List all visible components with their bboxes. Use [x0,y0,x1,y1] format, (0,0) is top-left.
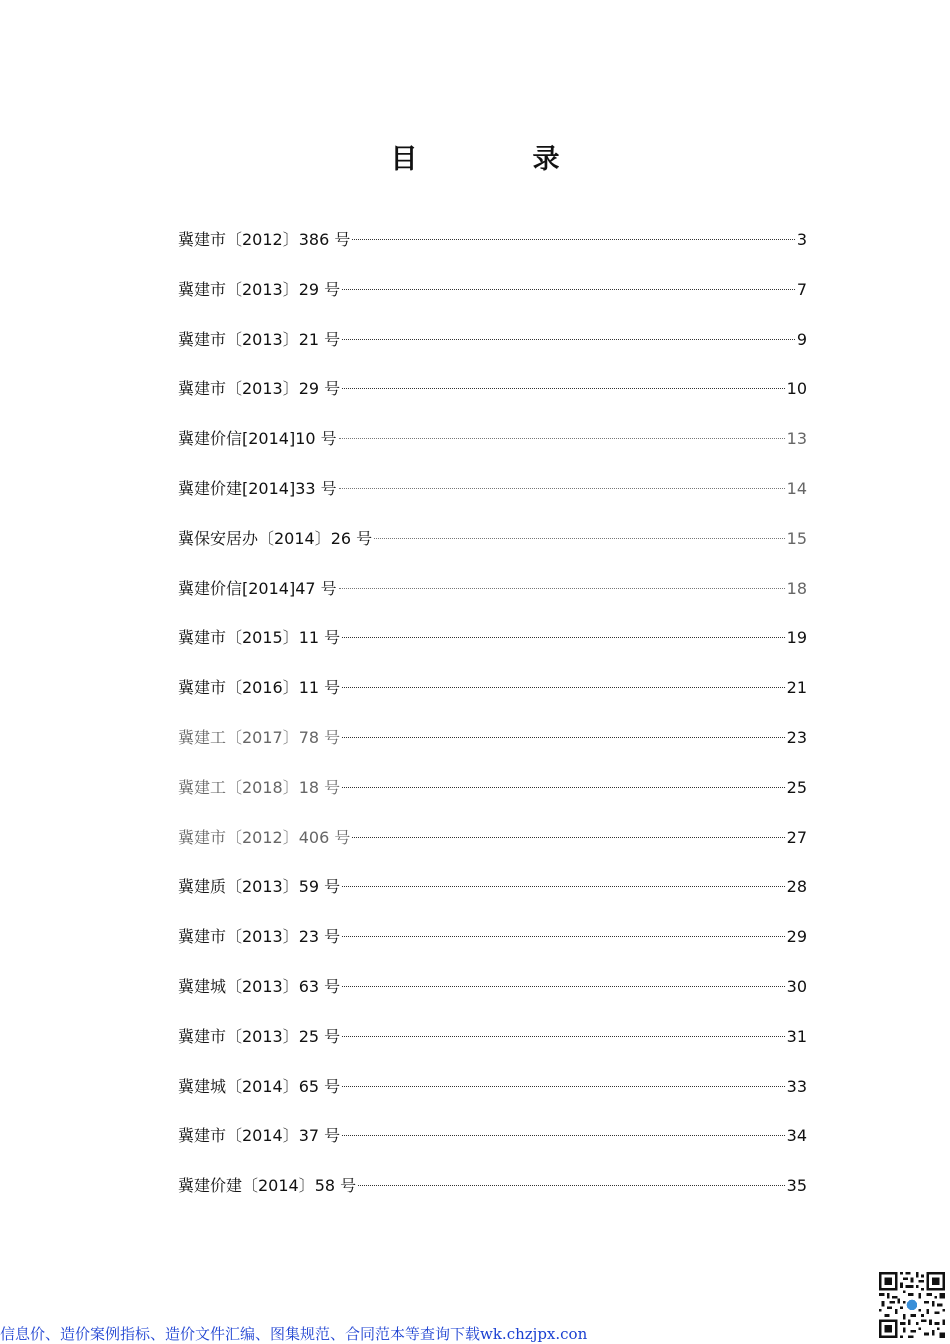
toc-entry[interactable] [178,375,807,425]
toc-entry[interactable] [178,1073,807,1123]
toc-entry-label: 冀建质〔2013〕59 号 [178,877,341,897]
toc-entry-label: 冀建市〔2013〕25 号 [178,1026,341,1046]
toc-entry-page: 15 [786,528,807,548]
toc-entry[interactable] [178,824,807,874]
toc-dot-leader [342,1135,784,1136]
toc-entry-page: 27 [786,827,807,847]
toc-entry[interactable] [178,1172,807,1222]
toc-entry-page: 13 [786,429,807,449]
toc-dot-leader [342,787,784,788]
toc-entry-label: 冀建市〔2012〕406 号 [178,827,351,847]
toc-entry-label: 冀建城〔2014〕65 号 [178,1076,341,1096]
toc-entry[interactable] [178,475,807,525]
qr-code-icon [879,1272,945,1338]
toc-entry-label: 冀建价信[2014]47 号 [178,578,337,598]
toc-dot-leader [339,588,785,589]
toc-entry[interactable] [178,724,807,774]
toc-entry[interactable] [178,674,807,724]
toc-entry-label: 冀建工〔2017〕78 号 [178,727,341,747]
toc-entry-page: 10 [786,379,807,399]
toc-dot-leader [339,438,785,439]
toc-entry-page: 18 [786,578,807,598]
toc-dot-leader [342,737,784,738]
toc-entry-page: 3 [796,230,807,249]
toc-entry[interactable] [178,873,807,923]
toc-entry[interactable] [178,276,807,326]
toc-entry[interactable] [178,774,807,824]
toc-entry-label: 冀建市〔2014〕37 号 [178,1126,341,1146]
toc-dot-leader [342,1036,784,1037]
toc-entry-page: 34 [786,1126,807,1146]
toc-dot-leader [358,1185,784,1186]
toc-dot-leader [342,388,784,389]
toc-entry-page: 35 [786,1176,807,1196]
toc-entry[interactable] [178,525,807,575]
toc-entry[interactable] [178,923,807,973]
toc-dot-leader [342,1086,784,1087]
toc-dot-leader [342,637,784,638]
toc-entry[interactable] [178,973,807,1023]
toc-entry-label: 冀建市〔2016〕11 号 [178,678,341,698]
toc-entry[interactable] [178,425,807,475]
toc-entry-label: 冀建市〔2013〕29 号 [178,279,341,299]
toc-entry-label: 冀建价建〔2014〕58 号 [178,1176,357,1196]
toc-dot-leader [342,936,784,937]
toc-dot-leader [342,886,784,887]
toc-entry-label: 冀建市〔2013〕23 号 [178,927,341,947]
toc-entry-page: 7 [796,279,807,299]
toc-entry-page: 21 [786,678,807,698]
toc-entry[interactable] [178,624,807,674]
toc-entry-label: 冀建工〔2018〕18 号 [178,777,341,797]
toc-entry[interactable] [178,1023,807,1073]
toc-entry[interactable] [178,226,807,276]
page-title: 目 录 [390,144,604,176]
toc-entry-label: 冀建市〔2013〕29 号 [178,379,341,399]
toc-entry-page: 25 [786,777,807,797]
toc-entry-page: 28 [786,877,807,897]
toc-entry-label: 冀建市〔2015〕11 号 [178,628,341,648]
toc-entry-label: 冀保安居办〔2014〕26 号 [178,528,373,548]
toc-dot-leader [374,538,784,539]
toc-entry-page: 14 [786,478,807,498]
toc-entry-label: 冀建城〔2013〕63 号 [178,976,341,996]
toc-dot-leader [342,289,795,290]
toc-entry-page: 23 [786,727,807,747]
toc-entry[interactable] [178,575,807,625]
toc-entry-label: 冀建市〔2013〕21 号 [178,329,341,349]
toc-dot-leader [339,488,785,489]
toc-dot-leader [352,239,794,240]
toc-entry-page: 29 [786,927,807,947]
toc-entry[interactable] [178,326,807,376]
toc-dot-leader [352,837,784,838]
toc-entry-page: 9 [796,329,807,349]
toc-entry-page: 33 [786,1076,807,1096]
toc-dot-leader [342,986,784,987]
footer-link[interactable]: 信息价、造价案例指标、造价文件汇编、图集规范、合同范本等查询下载wk.chzjpx.con [0,1325,588,1343]
toc-entry-label: 冀建价信[2014]10 号 [178,429,337,449]
toc-dot-leader [342,339,795,340]
toc-entry-page: 30 [786,976,807,996]
toc-entry-page: 31 [786,1026,807,1046]
table-of-contents [178,226,807,1222]
toc-entry-label: 冀建市〔2012〕386 号 [178,230,351,249]
toc-entry-label: 冀建价建[2014]33 号 [178,478,337,498]
toc-dot-leader [342,687,784,688]
toc-entry[interactable] [178,1122,807,1172]
toc-entry-page: 19 [786,628,807,648]
